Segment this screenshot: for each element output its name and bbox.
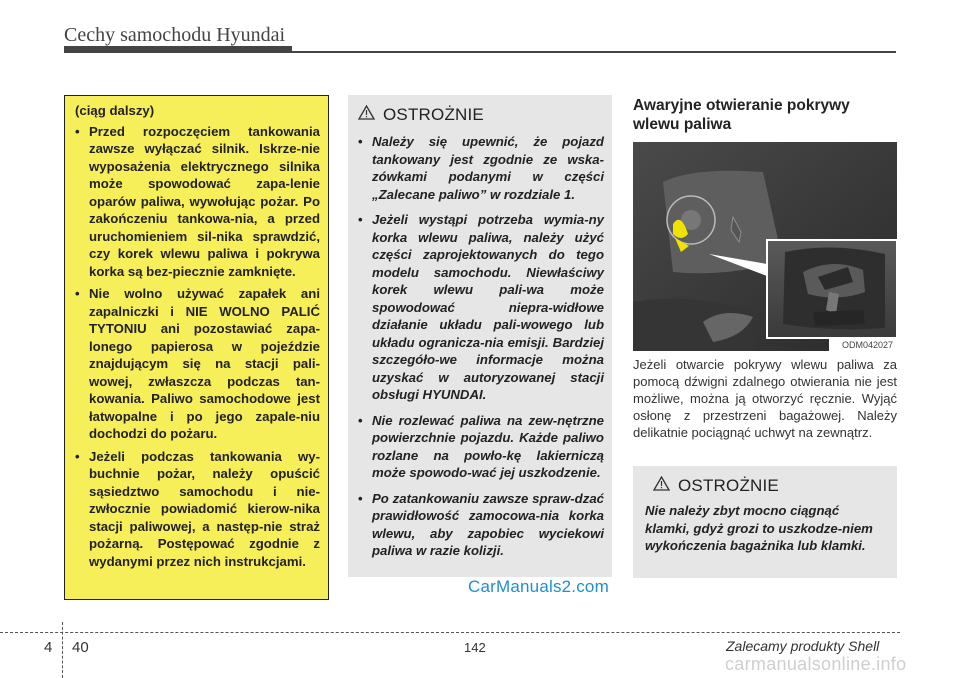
list-item: • Po zatankowaniu zawsze spraw-dzać prawidłowość zamocowa-nia korka wlewu, aby zapobiec wyciekowi paliwa w razie kolizji.: [358, 490, 604, 560]
caution-header: [653, 476, 887, 496]
footer-sponsor-text: Zalecamy produkty Shell: [726, 638, 880, 654]
list-item: • Jeżeli podczas tankowania wy-buchnie pożar, należy opuścić sąsiedztwo samochodu i nie-zwłocznie powiadomić kierow-nika stacji paliwowej, a następ-nie straż pożarną. Postępować zgodnie z wydanymi przez nich instrukcjami.: [75, 448, 320, 571]
footer-chapter-number: 4: [44, 639, 53, 656]
caution-header: [358, 105, 604, 125]
section-body: Jeżeli otwarcie pokrywy wlewu paliwa za pomocą dźwigni zdalnego otwierania nie jest możliwe, można ją otworzyć ręcznie. Wyjąć osłonę z przestrzeni bagażowej. Należy delikatnie pociągnąć uchwyt na zewnątrz.: [633, 357, 897, 440]
section-title: Awaryjne otwieranie pokrywy wlewu paliwa: [633, 97, 850, 133]
watermark-link[interactable]: CarManuals2.com: [468, 577, 609, 596]
list-item: • Nie rozlewać paliwa na zew-nętrzne powierzchnie pojazdu. Każde paliwo rozlane na powło-kę lakierniczą może spowodo-wać jej uszkodzenie.: [358, 412, 604, 482]
list-item: • Jeżeli wystąpi potrzeba wymia-ny korka wlewu paliwa, należy użyć części zaprojektowanych do tego modelu samochodu. Niewłaściwy korek wlewu pali-wa może spowodować niepra-widłowe działanie układu pali-wowego lub układu ogranicza-nia emisji. Bardziej szczegóło-we informacje można uzyskać w autoryzowanej stacji obsługi HYUNDAI.: [358, 211, 604, 404]
footer-site-watermark: carmanualsonline.info: [725, 654, 907, 674]
caution-box-handle: [633, 466, 897, 578]
continued-title: (ciąg dalszy): [75, 103, 155, 118]
warning-triangle-icon: [358, 105, 375, 125]
warning-triangle-icon: [653, 476, 670, 496]
caution-list: [358, 133, 604, 560]
list-item: • Nie wolno używać zapałek ani zapalniczki i NIE WOLNO PALIĆ TYTONIU ani pozostawiać zapa-lonego papierosa w pojeździe znajdującym się na stacji pali-wowej, zwłaszcza podczas tan-kowania. Paliwo samochodowe jest łatwopalne i po jego zapale-niu dochodzi do pożaru.: [75, 285, 320, 443]
footer-sheet-number: 142: [464, 640, 486, 655]
header-rule: [64, 51, 896, 53]
footer-page-number: 40: [72, 639, 89, 656]
footer-rule: [0, 632, 900, 633]
caution-box-fuel: [348, 95, 612, 577]
image-code: ODM042027: [841, 340, 893, 350]
caution-title: OSTROŻNIE: [678, 476, 779, 495]
footer-divider: [62, 622, 63, 678]
caution-title: OSTROŻNIE: [383, 105, 484, 124]
fuel-door-illustration: [633, 142, 897, 351]
list-item: • Należy się upewnić, że pojazd tankowany jest zgodnie ze wska-zówkami podanymi w części „Zalecane paliwo” w rozdziale 1.: [358, 133, 604, 203]
list-item: • Przed rozpoczęciem tankowania zawsze wyłączać silnik. Iskrze-nie wyposażenia elektrycznego silnika może spowodować zapa-lenie oparów paliwa, wywołując pożar. Po zakończeniu tankowa-nia, a przed uruchomieniem sil-nika sprawdzić, czy korek wlewu paliwa i pokrywa korka są bez-piecznie zamknięte.: [75, 123, 320, 281]
caution-text: Nie należy zbyt mocno ciągnąć klamki, gdyż grozi to uszkodze-niem wykończenia bagażnika lub klamki.: [645, 503, 873, 553]
continued-list: [75, 123, 320, 571]
continued-warning-box: [64, 95, 329, 600]
page-header-title: Cechy samochodu Hyundai: [64, 24, 286, 46]
